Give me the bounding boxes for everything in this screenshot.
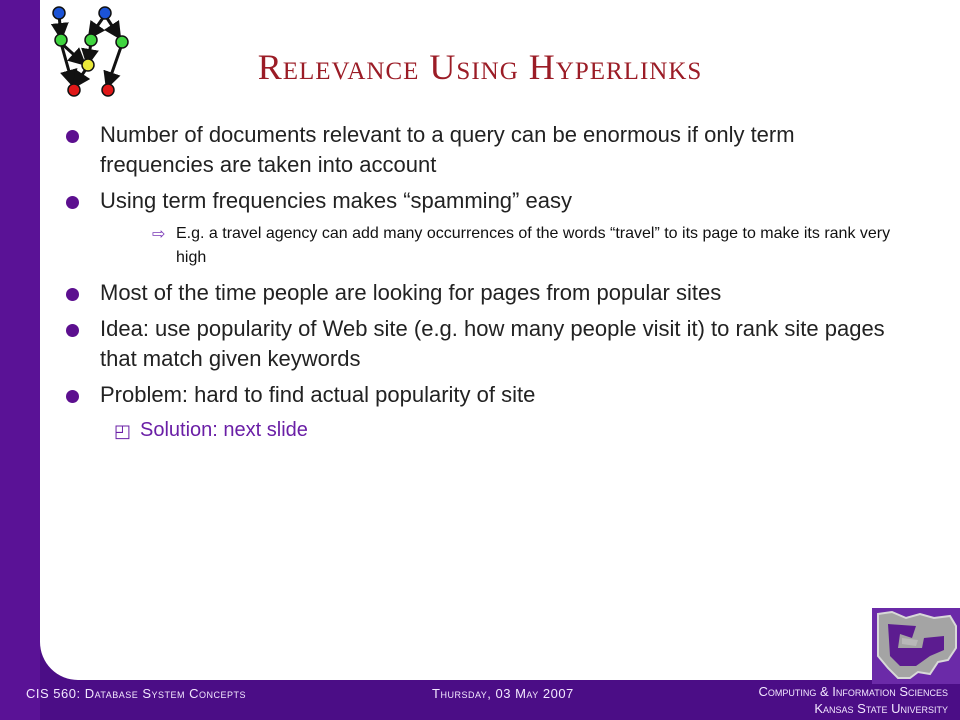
bullet-list [64, 120, 894, 444]
bullet-dot-icon [66, 196, 79, 209]
sub-bullet-text: E.g. a travel agency can add many occurrences of the words “travel” to its page to make its rank very high [176, 225, 891, 266]
sub-bullet-text: Solution: next slide [140, 419, 308, 441]
bullet-dot-icon [66, 288, 79, 301]
graph-nodes-logo [42, 4, 134, 100]
bullet-dot-icon [66, 324, 79, 337]
footer-department-line2: Kansas State University [814, 701, 948, 716]
square-bullet-icon: ◰ [114, 421, 132, 442]
bullet-text: Problem: hard to find actual popularity of site [100, 382, 536, 407]
bullet-dot-icon [66, 390, 79, 403]
outline-right-arrow-icon: ⇨ [152, 224, 166, 243]
sub-bullet-item [114, 416, 894, 444]
slide-title: Relevance Using Hyperlinks [257, 47, 703, 87]
bullet-text: Idea: use popularity of Web site (e.g. how many people visit it) to rank site pages that match given keywords [100, 316, 885, 371]
bullet-text: Most of the time people are looking for pages from popular sites [100, 280, 722, 305]
footer-department-line1: Computing & Information Sciences [758, 684, 948, 699]
bullet-item [64, 278, 894, 308]
bullet-text: Using term frequencies makes “spamming” easy [100, 188, 572, 213]
powercat-logo [872, 608, 960, 684]
footer-course: CIS 560: Database System Concepts [26, 686, 247, 701]
bullet-item [64, 120, 894, 180]
bullet-item [64, 186, 894, 216]
bullet-dot-icon [66, 130, 79, 143]
left-band [0, 0, 40, 720]
bullet-item [64, 380, 894, 410]
bullet-item [64, 314, 894, 374]
bullet-text: Number of documents relevant to a query can be enormous if only term frequencies are taken into account [100, 122, 795, 177]
sub-bullet-item [152, 222, 894, 270]
footer-department [758, 683, 948, 717]
footer-date: Thursday, 03 May 2007 [432, 686, 574, 701]
